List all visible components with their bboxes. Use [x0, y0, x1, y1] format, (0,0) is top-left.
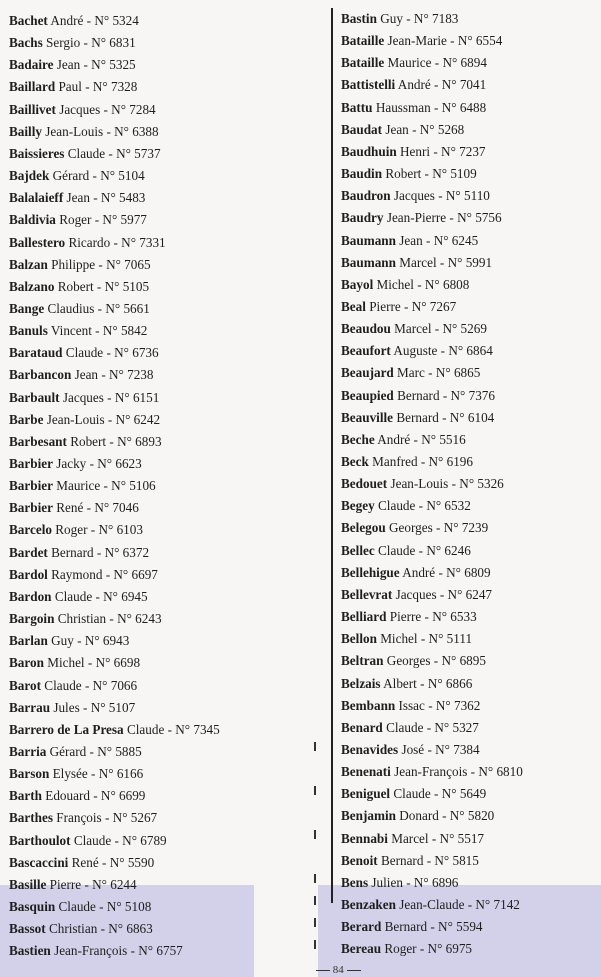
- entry-surname: Bataille: [341, 33, 385, 49]
- entry-given-name-and-number: Jean-Louis - N° 6388: [45, 123, 159, 139]
- entry-surname: Baumann: [341, 232, 396, 248]
- entry-surname: Baudin: [341, 166, 383, 182]
- entry-surname: Berard: [341, 919, 382, 935]
- entry-given-name-and-number: Jacques - N° 7284: [59, 101, 156, 117]
- footer-dash-right: [347, 970, 361, 971]
- entry-given-name-and-number: Marcel - N° 5991: [399, 254, 493, 270]
- entry-given-name-and-number: Pierre - N° 7267: [369, 298, 457, 314]
- directory-entry: [9, 411, 160, 429]
- entry-surname: Benard: [341, 719, 383, 735]
- directory-entry: [341, 652, 486, 670]
- entry-surname: Bastien: [9, 943, 51, 959]
- directory-entry: [341, 852, 479, 870]
- entry-surname: Barrero de La Presa: [9, 721, 124, 737]
- entry-surname: Barrau: [9, 699, 51, 715]
- entry-surname: Beck: [341, 454, 369, 469]
- directory-entry: [341, 143, 486, 161]
- directory-entry: [341, 675, 472, 693]
- entry-given-name-and-number: Bernard - N° 6372: [51, 544, 150, 560]
- entry-given-name-and-number: Guy - N° 6943: [51, 633, 130, 649]
- entry-surname: Barbesant: [9, 433, 67, 449]
- entry-surname: Beniguel: [341, 786, 391, 802]
- entry-given-name-and-number: Gérard - N° 5104: [52, 168, 145, 184]
- entry-surname: Barbier: [9, 478, 53, 494]
- directory-entry: [341, 76, 486, 94]
- entry-given-name-and-number: José - N° 7384: [401, 741, 480, 757]
- directory-entry: [341, 940, 472, 958]
- entry-surname: Barthoulot: [9, 832, 71, 848]
- directory-entry: [9, 167, 145, 185]
- entry-surname: Barot: [9, 677, 41, 693]
- directory-entry: [341, 763, 523, 781]
- entry-surname: Bardol: [9, 566, 48, 582]
- entry-surname: Balzan: [9, 256, 48, 272]
- directory-entry: [9, 809, 157, 827]
- entry-given-name-and-number: Roger - N° 6103: [55, 522, 143, 538]
- entry-given-name-and-number: Claudius - N° 5661: [47, 300, 150, 316]
- entry-given-name-and-number: René - N° 5590: [71, 854, 155, 870]
- entry-given-name-and-number: Donard - N° 5820: [399, 808, 495, 824]
- entry-given-name-and-number: Marcel - N° 5517: [391, 830, 485, 846]
- entry-surname: Beltran: [341, 653, 384, 669]
- entry-given-name-and-number: Jean - N° 6245: [399, 232, 479, 248]
- directory-entry: [341, 896, 520, 914]
- directory-entry: [9, 433, 162, 451]
- entry-surname: Baissieres: [9, 145, 65, 161]
- directory-entry: [341, 254, 492, 272]
- directory-entry: [9, 832, 167, 850]
- directory-entry: [9, 366, 153, 384]
- entry-given-name-and-number: Claude - N° 5327: [386, 719, 479, 735]
- directory-entry: [9, 610, 162, 628]
- entry-surname: Beal: [341, 298, 366, 314]
- directory-entry: [9, 499, 139, 517]
- entry-given-name-and-number: Guy - N° 7183: [380, 11, 459, 26]
- entry-given-name-and-number: Claude - N° 5108: [58, 899, 152, 914]
- entry-given-name-and-number: Jean - N° 5483: [66, 190, 146, 206]
- entry-given-name-and-number: Jean-François - N° 6757: [54, 943, 183, 959]
- directory-entry: [9, 123, 159, 141]
- entry-surname: Barcelo: [9, 522, 52, 538]
- entry-surname: Bataille: [341, 55, 385, 71]
- entry-surname: Bellehigue: [341, 564, 400, 580]
- entry-surname: Benavides: [341, 741, 399, 757]
- entry-surname: Benjamin: [341, 808, 396, 824]
- entry-surname: Begey: [341, 498, 375, 514]
- entry-given-name-and-number: Michel - N° 5111: [380, 631, 473, 647]
- entry-surname: Baudron: [341, 188, 391, 204]
- directory-entry: [341, 874, 458, 892]
- entry-surname: Barbancon: [9, 367, 72, 383]
- directory-entry: [341, 387, 495, 405]
- entry-given-name-and-number: Jean-Pierre - N° 5756: [386, 210, 502, 226]
- entry-surname: Barson: [9, 766, 50, 782]
- directory-entry: [9, 477, 156, 495]
- entry-given-name-and-number: René - N° 7046: [56, 500, 139, 516]
- entry-surname: Bargoin: [9, 611, 55, 627]
- directory-entry: [9, 588, 148, 606]
- entry-given-name-and-number: Michel - N° 6698: [47, 655, 141, 671]
- entry-surname: Balzano: [9, 278, 55, 294]
- directory-entry: [341, 542, 471, 560]
- directory-entry: [341, 697, 480, 715]
- entry-surname: Bens: [341, 874, 369, 890]
- entry-given-name-and-number: Marc - N° 6865: [397, 365, 481, 381]
- directory-entry: [9, 876, 137, 894]
- directory-entry: [9, 101, 156, 119]
- directory-entry: [9, 389, 159, 407]
- entry-given-name-and-number: Claude - N° 6246: [377, 542, 471, 558]
- entry-given-name-and-number: Albert - N° 6866: [383, 675, 473, 691]
- entry-surname: Bennabi: [341, 830, 388, 846]
- column-divider: [331, 8, 333, 903]
- entry-surname: Bascaccini: [9, 854, 69, 870]
- directory-entry: [9, 699, 135, 717]
- entry-given-name-and-number: Jean - N° 5268: [385, 121, 465, 137]
- entry-surname: Banuls: [9, 323, 48, 339]
- directory-entry: [341, 807, 494, 825]
- entry-surname: Beaujard: [341, 365, 394, 381]
- entry-surname: Baudhuin: [341, 143, 397, 159]
- entry-surname: Barbier: [9, 456, 53, 471]
- entry-given-name-and-number: Christian - N° 6243: [57, 611, 162, 627]
- entry-surname: Bardon: [9, 588, 52, 604]
- entry-surname: Bailly: [9, 123, 42, 139]
- entry-given-name-and-number: Julien - N° 6896: [371, 874, 459, 890]
- entry-surname: Benenati: [341, 764, 391, 780]
- entry-given-name-and-number: Jacques - N° 6247: [395, 586, 493, 602]
- entry-given-name-and-number: Paul - N° 7328: [58, 79, 138, 95]
- page-number: 84: [332, 964, 344, 976]
- entry-given-name-and-number: Christian - N° 6863: [48, 921, 153, 937]
- directory-entry: [341, 232, 478, 250]
- entry-given-name-and-number: Pierre - N° 6244: [49, 876, 137, 892]
- directory-entry: [9, 898, 151, 916]
- entry-surname: Basquin: [9, 899, 56, 914]
- entry-surname: Baudry: [341, 210, 384, 226]
- entry-given-name-and-number: Gérard - N° 5885: [49, 743, 142, 759]
- directory-entry: [9, 566, 158, 584]
- entry-given-name-and-number: Jacques - N° 5110: [393, 188, 490, 204]
- entry-given-name-and-number: Edouard - N° 6699: [45, 788, 146, 804]
- directory-entry: [341, 630, 472, 648]
- entry-given-name-and-number: Issac - N° 7362: [398, 697, 481, 713]
- entry-given-name-and-number: Jacques - N° 6151: [62, 389, 160, 405]
- directory-entry: [9, 211, 147, 229]
- directory-entry: [9, 455, 142, 473]
- entry-given-name-and-number: Michel - N° 6808: [376, 276, 470, 292]
- directory-entry: [9, 278, 149, 296]
- entry-given-name-and-number: Georges - N° 6895: [386, 653, 486, 669]
- entry-given-name-and-number: Claude - N° 5737: [67, 145, 161, 161]
- entry-surname: Barlan: [9, 633, 48, 649]
- entry-given-name-and-number: André - N° 5324: [50, 13, 139, 28]
- entry-surname: Battu: [341, 99, 373, 115]
- entry-surname: Beaufort: [341, 343, 391, 359]
- directory-entry: [341, 741, 480, 759]
- entry-surname: Barbault: [9, 389, 60, 405]
- entry-surname: Bassot: [9, 921, 46, 937]
- entry-given-name-and-number: Jean-Louis - N° 5326: [390, 476, 504, 492]
- entry-surname: Bayol: [341, 276, 374, 292]
- entry-given-name-and-number: Haussman - N° 6488: [375, 99, 487, 115]
- directory-entry: [9, 920, 153, 938]
- directory-entry: [9, 677, 137, 695]
- entry-given-name-and-number: Claude - N° 6532: [378, 498, 471, 514]
- directory-entry: [341, 209, 502, 227]
- entry-given-name-and-number: Sergio - N° 6831: [46, 35, 136, 51]
- directory-entry: [341, 497, 471, 515]
- entry-surname: Baillivet: [9, 101, 56, 117]
- directory-entry: [341, 785, 486, 803]
- entry-surname: Beaupied: [341, 387, 394, 403]
- directory-entry: [341, 453, 473, 471]
- entry-surname: Bedouet: [341, 476, 388, 492]
- directory-entry: [341, 99, 486, 117]
- directory-entry: [9, 787, 145, 805]
- entry-surname: Basille: [9, 876, 47, 892]
- directory-entry: [341, 918, 483, 936]
- entry-surname: Barria: [9, 743, 47, 759]
- directory-entry: [9, 942, 183, 960]
- entry-surname: Belzais: [341, 675, 381, 691]
- directory-entry: [341, 364, 480, 382]
- directory-entry: [341, 608, 477, 626]
- entry-given-name-and-number: Manfred - N° 6196: [372, 454, 473, 469]
- directory-entry: [9, 56, 136, 74]
- directory-entry: [341, 431, 466, 449]
- page-footer: [316, 963, 361, 977]
- entry-surname: Barthes: [9, 810, 53, 826]
- entry-given-name-and-number: Jean - N° 7238: [74, 367, 154, 383]
- directory-entry: [9, 521, 143, 539]
- entry-given-name-and-number: Claude - N° 5649: [393, 786, 487, 802]
- entry-surname: Barth: [9, 788, 42, 804]
- entry-given-name-and-number: Auguste - N° 6864: [393, 343, 493, 359]
- entry-surname: Bachs: [9, 35, 43, 51]
- directory-entry: [9, 322, 147, 340]
- entry-surname: Baldivia: [9, 212, 56, 228]
- entry-surname: Benoit: [341, 852, 378, 868]
- entry-given-name-and-number: Jacky - N° 6623: [56, 456, 142, 471]
- directory-entry: [341, 320, 487, 338]
- directory-entry: [9, 234, 166, 252]
- entry-given-name-and-number: Claude - N° 7345: [126, 721, 220, 737]
- entry-given-name-and-number: Bernard - N° 5594: [384, 919, 483, 935]
- directory-entry: [9, 632, 129, 650]
- entry-surname: Baudat: [341, 121, 383, 137]
- directory-entry: [341, 276, 469, 294]
- entry-surname: Beauville: [341, 409, 394, 425]
- directory-entry: [9, 721, 220, 739]
- directory-entry: [341, 165, 477, 183]
- margin-marks: [314, 740, 318, 960]
- entry-given-name-and-number: Bernard - N° 5815: [380, 852, 479, 868]
- entry-given-name-and-number: Claude - N° 6945: [54, 588, 148, 604]
- entry-surname: Belliard: [341, 609, 387, 625]
- directory-entry: [341, 475, 504, 493]
- directory-entry: [341, 719, 479, 737]
- entry-surname: Battistelli: [341, 77, 396, 93]
- entry-given-name-and-number: Robert - N° 6893: [70, 433, 162, 449]
- entry-given-name-and-number: Bernard - N° 6104: [396, 409, 495, 425]
- entry-surname: Bellevrat: [341, 586, 393, 602]
- directory-entry: [341, 298, 456, 316]
- entry-surname: Bellon: [341, 631, 377, 647]
- directory-entry: [9, 743, 142, 761]
- directory-entry: [341, 10, 458, 28]
- directory-entry: [341, 586, 492, 604]
- entry-given-name-and-number: Marcel - N° 5269: [394, 321, 487, 337]
- directory-entry: [341, 564, 491, 582]
- directory-entry: [9, 765, 143, 783]
- footer-dash-left: [316, 970, 330, 971]
- entry-surname: Balalaieff: [9, 190, 64, 206]
- entry-surname: Belegou: [341, 520, 386, 536]
- entry-given-name-and-number: François - N° 5267: [56, 810, 158, 826]
- entry-given-name-and-number: Maurice - N° 5106: [56, 478, 156, 494]
- entry-given-name-and-number: Jean - N° 5325: [56, 57, 136, 73]
- directory-entry: [9, 344, 159, 362]
- entry-given-name-and-number: Claude - N° 6736: [65, 345, 159, 361]
- entry-surname: Benzaken: [341, 897, 396, 912]
- entry-surname: Bembann: [341, 697, 396, 713]
- entry-given-name-and-number: Vincent - N° 5842: [50, 323, 148, 339]
- directory-entry: [9, 654, 140, 672]
- directory-entry: [341, 32, 502, 50]
- entry-given-name-and-number: Jean-Marie - N° 6554: [387, 33, 503, 49]
- entry-given-name-and-number: Jean-Claude - N° 7142: [399, 897, 520, 912]
- entry-given-name-and-number: Philippe - N° 7065: [51, 256, 151, 272]
- directory-entry: [341, 121, 464, 139]
- entry-surname: Bardet: [9, 544, 48, 560]
- entry-given-name-and-number: Bernard - N° 7376: [397, 387, 495, 403]
- entry-surname: Bachet: [9, 13, 48, 28]
- directory-entry: [341, 409, 494, 427]
- entry-given-name-and-number: André - N° 5516: [377, 431, 466, 447]
- entry-given-name-and-number: Jean-Louis - N° 6242: [46, 411, 161, 427]
- entry-surname: Beaudou: [341, 321, 391, 337]
- directory-entry: [9, 300, 150, 318]
- entry-surname: Bellec: [341, 542, 375, 558]
- directory-entry: [9, 12, 139, 30]
- entry-surname: Baumann: [341, 254, 396, 270]
- entry-given-name-and-number: Claude - N° 7066: [44, 677, 138, 693]
- entry-given-name-and-number: Ricardo - N° 7331: [68, 234, 166, 250]
- entry-given-name-and-number: André - N° 6809: [402, 564, 491, 580]
- directory-entry: [9, 189, 145, 207]
- entry-surname: Bange: [9, 300, 45, 316]
- directory-entry: [9, 145, 161, 163]
- entry-given-name-and-number: Robert - N° 5105: [57, 278, 150, 294]
- entry-given-name-and-number: Jules - N° 5107: [53, 699, 136, 715]
- entry-surname: Bereau: [341, 941, 382, 957]
- directory-entry: [341, 519, 488, 537]
- entry-surname: Baillard: [9, 79, 56, 95]
- directory-entry: [341, 830, 484, 848]
- entry-surname: Badaire: [9, 57, 54, 73]
- directory-entry: [341, 342, 493, 360]
- entry-given-name-and-number: Claude - N° 6789: [73, 832, 167, 848]
- entry-surname: Baron: [9, 655, 44, 671]
- entry-given-name-and-number: Pierre - N° 6533: [389, 609, 477, 625]
- entry-surname: Barataud: [9, 345, 63, 361]
- entry-given-name-and-number: Roger - N° 5977: [59, 212, 147, 228]
- entry-given-name-and-number: Roger - N° 6975: [384, 941, 473, 957]
- entry-given-name-and-number: Elysée - N° 6166: [52, 766, 144, 782]
- directory-entry: [341, 54, 487, 72]
- entry-given-name-and-number: Henri - N° 7237: [400, 143, 486, 159]
- directory-entry: [9, 78, 137, 96]
- entry-given-name-and-number: Raymond - N° 6697: [51, 566, 158, 582]
- directory-entry: [9, 34, 136, 52]
- directory-entry: [9, 854, 154, 872]
- directory-entry: [9, 256, 151, 274]
- entry-given-name-and-number: Robert - N° 5109: [385, 166, 477, 182]
- entry-surname: Ballestero: [9, 234, 66, 250]
- entry-surname: Bajdek: [9, 168, 50, 184]
- entry-surname: Beche: [341, 431, 375, 447]
- entry-surname: Bastin: [341, 11, 377, 26]
- entry-surname: Barbier: [9, 500, 53, 516]
- entry-given-name-and-number: Maurice - N° 6894: [387, 55, 487, 71]
- directory-entry: [9, 544, 149, 562]
- entry-surname: Barbe: [9, 411, 44, 427]
- entry-given-name-and-number: André - N° 7041: [397, 77, 487, 93]
- directory-entry: [341, 187, 490, 205]
- entry-given-name-and-number: Georges - N° 7239: [389, 520, 489, 536]
- entry-given-name-and-number: Jean-François - N° 6810: [394, 764, 523, 780]
